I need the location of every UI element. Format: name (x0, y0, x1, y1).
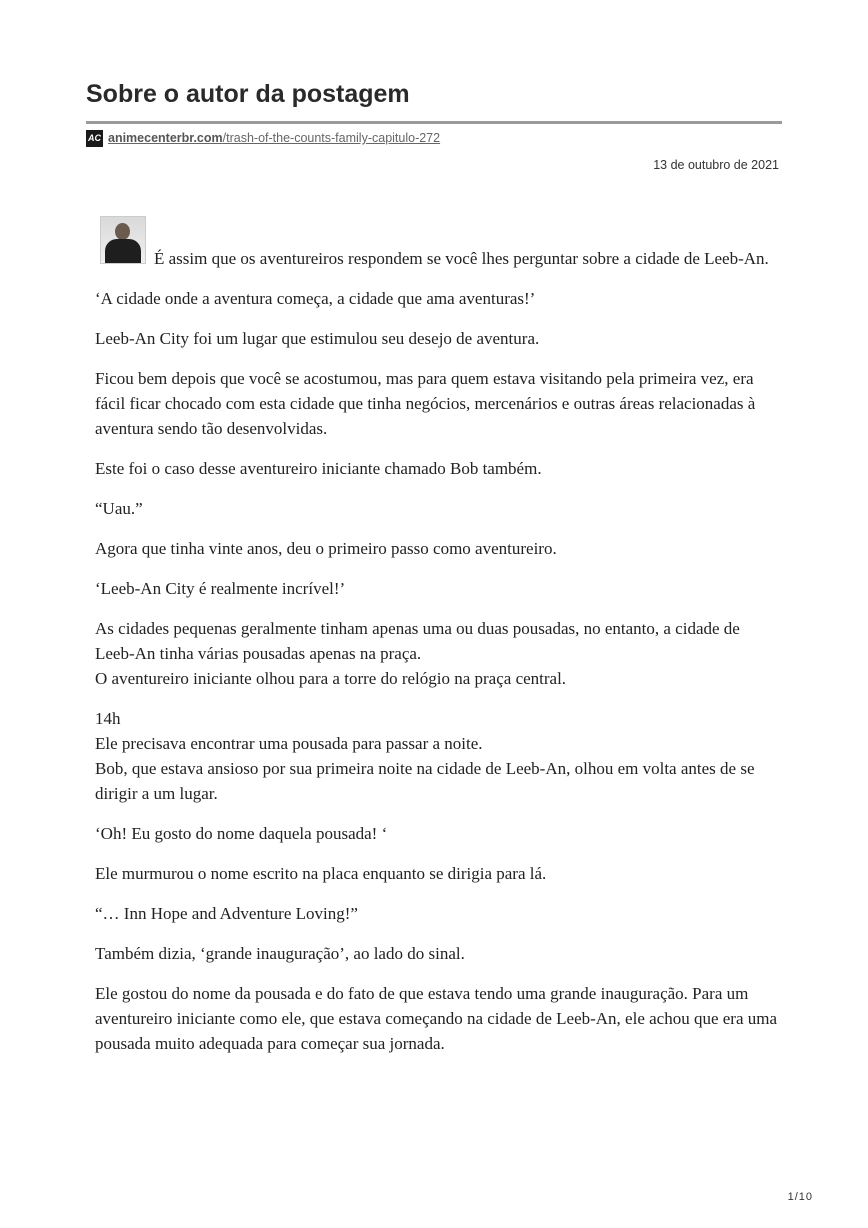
source-path[interactable]: /trash-of-the-counts-family-capitulo-272 (222, 131, 441, 145)
paragraph: Ele murmurou o nome escrito na placa enquanto se dirigia para lá. (95, 864, 547, 883)
paragraph-line: O aventureiro iniciante olhou para a torre do relógio na praça central. (95, 669, 567, 688)
paragraph: Também dizia, ‘grande inauguração’, ao lado do sinal. (95, 944, 465, 963)
post-date: 13 de outubro de 2021 (653, 158, 779, 172)
page-title: Sobre o autor da postagem (86, 80, 410, 108)
paragraph: Leeb-An City foi um lugar que estimulou seu desejo de aventura. (95, 329, 540, 348)
article-body (95, 216, 783, 1071)
paragraph: “Uau.” (95, 499, 143, 518)
source-link[interactable] (108, 131, 440, 145)
paragraph (95, 616, 783, 691)
source-domain[interactable]: animecenterbr.com (108, 131, 223, 145)
paragraph-line: 14h (95, 709, 121, 728)
paragraph-line: As cidades pequenas geralmente tinham apenas uma ou duas pousadas, no entanto, a cidade de Leeb-An tinha várias pousadas apenas na praça. (95, 619, 740, 663)
page-number: 1/10 (787, 1191, 813, 1203)
author-avatar (100, 216, 146, 264)
paragraph: Este foi o caso desse aventureiro iniciante chamado Bob também. (95, 459, 542, 478)
paragraph: ‘A cidade onde a aventura começa, a cidade que ama aventuras!’ (95, 289, 536, 308)
paragraph: Ele gostou do nome da pousada e do fato de que estava tendo uma grande inauguração. Para um aventureiro iniciante como ele, que estava começando na cidade de Leeb-An, ele achou que era uma pousada muito adequada para começar sua jornada. (95, 984, 778, 1053)
paragraph: Ficou bem depois que você se acostumou, mas para quem estava visitando pela primeira vez, era fácil ficar chocado com esta cidade que tinha negócios, mercenários e outras áreas relacionadas à aventura sendo tão desenvolvidas. (95, 369, 756, 438)
paragraph: ‘Oh! Eu gosto do nome daquela pousada! ‘ (95, 824, 388, 843)
paragraph-text: É assim que os aventureiros respondem se você lhes perguntar sobre a cidade de Leeb-An. (154, 249, 769, 268)
title-divider (86, 121, 782, 124)
paragraph: “… Inn Hope and Adventure Loving!” (95, 904, 358, 923)
paragraph: ‘Leeb-An City é realmente incrível!’ (95, 579, 346, 598)
source-link-row (86, 129, 440, 147)
paragraph-line: Bob, que estava ansioso por sua primeira noite na cidade de Leeb-An, olhou em volta antes de se dirigir a um lugar. (95, 759, 755, 803)
paragraph-line: Ele precisava encontrar uma pousada para passar a noite. (95, 734, 483, 753)
site-logo-icon: AC (86, 130, 103, 147)
paragraph: Agora que tinha vinte anos, deu o primeiro passo como aventureiro. (95, 539, 557, 558)
paragraph (95, 216, 783, 271)
paragraph (95, 706, 783, 806)
